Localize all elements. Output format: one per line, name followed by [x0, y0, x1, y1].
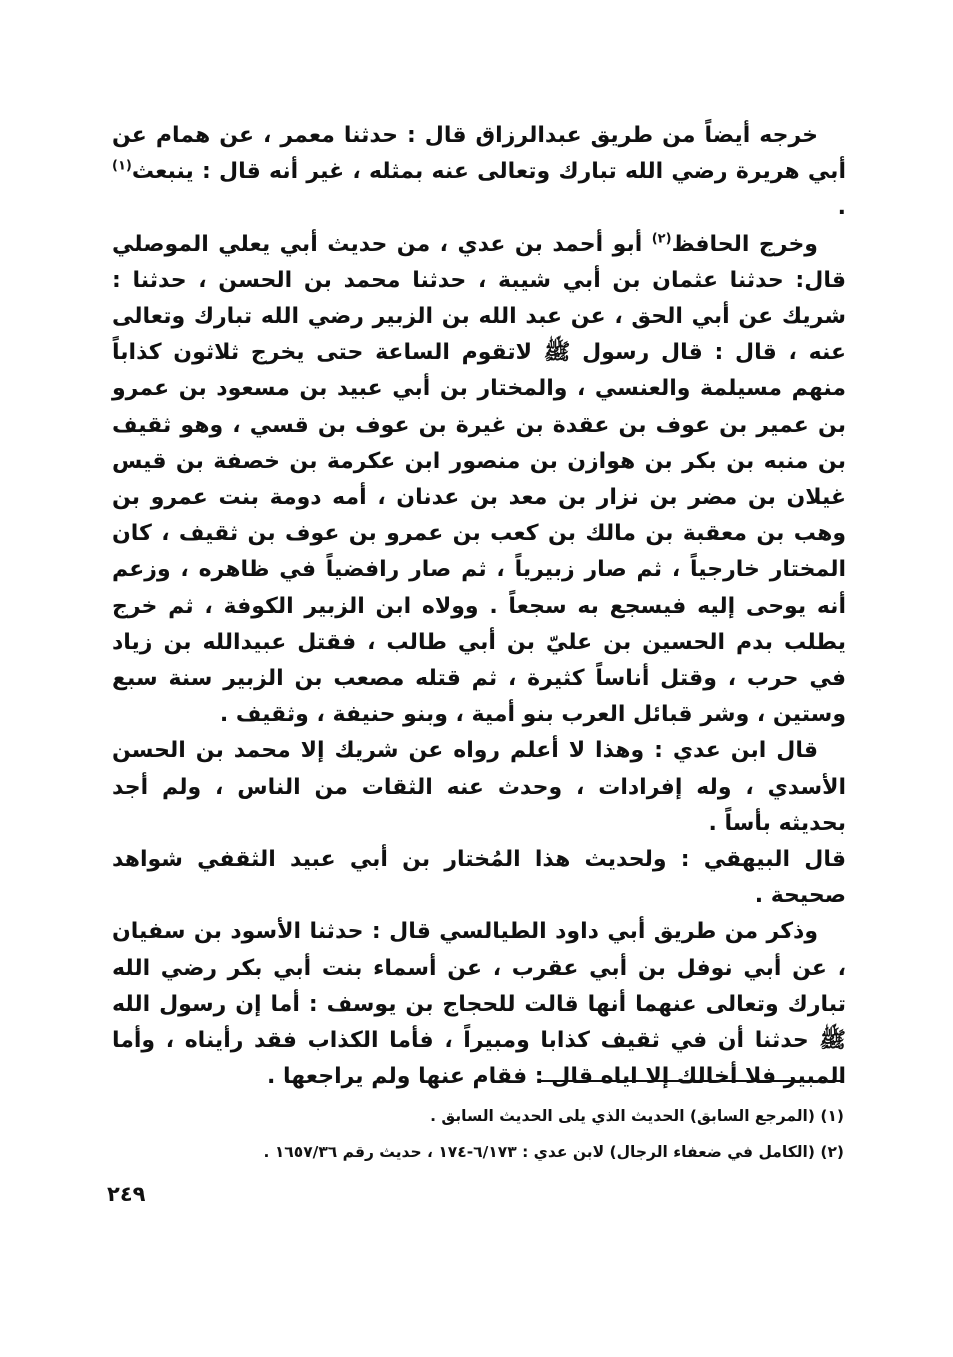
paragraph-2-tail: أبو أحمد بن عدي ، من حديث أبي يعلي الموصلي قال: حدثنا عثمان بن أبي شيبة ، حدثنا محمد بن الحسن ، حدثنا : شريك عن أبي الحق ، عن عبد الله بن الزبير رضي الله تبارك وتعالى عنه ، قال : قال رسول ﷺ لاتقوم الساعة حتى يخرج ثلاثون كذاباً منهم مسيلمة والعنسي ، والمختار بن أبي عبيد بن مسعود بن عمرو بن عمير بن عوف بن عقدة بن غيرة بن عوف بن قسي ، وهو ثقيف بن منبه بن بكر بن هوازن بن منصور ابن عكرمة بن خصفة بن قيس غيلان بن مضر بن نزار بن معد بن عدنان ، أمه دومة بنت عمرو بن وهب بن معقبة بن مالك بن كعب بن عمرو بن عوف بن ثقيف ، كان المختار خارجياً ، ثم صار زبيرياً ، ثم صار رافضياً في ظاهره ، وزعم أنه يوحى إليه فيسجع به سجعاً . وولاه ابن الزبير الكوفة ، ثم خرج يطلب بدم الحسين بن عليّ بن أبي طالب ، فقتل عبيدالله بن زياد في حرب ، وقتل أناساً كثيرة ، ثم قتله مصعب بن الزبير سنة سبع وستين ، وشر قبائل العرب بنو أمية ، وبنو حنيفة ، وثقيف . — [112, 231, 846, 728]
footnote-1: (١) (المرجع السابق) الحديث الذي يلى الحديث السابق . — [430, 1107, 844, 1125]
footnote-ref-2[interactable]: (٢) — [651, 231, 672, 247]
paragraph-2-text: وخرج الحافظ — [671, 231, 818, 257]
paragraph-5: وذكر من طريق أبي داود الطيالسي قال : حدثنا الأسود بن سفيان ، عن أبي نوفل بن أبي عقرب ، عن أسماء بنت أبي بكر رضي الله تبارك وتعالى عنهما أنها قالت للحجاج بن يوسف : أما إن رسول الله ﷺ حدثنا أن في ثقيف كذابا ومبيراً ، فأما الكذاب فقد رأيناه ، وأما المبير فلا أخالك إلا اياه قال : فقام عنها ولم يراجعها . — [112, 919, 846, 1090]
paragraph-1-tail: . — [837, 195, 846, 221]
footnote-ref-1[interactable]: (١) — [112, 158, 132, 174]
paragraph-2 — [112, 227, 846, 734]
paragraph-1-text: خرجه أيضاً من طريق عبدالرزاق قال : حدثنا معمر ، عن همام عن أبي هريرة رضي الله تبارك وتعالى عنه بمثله ، غير أنه قال : ينبعث — [112, 123, 846, 185]
paragraph-1 — [112, 118, 846, 227]
paragraph-4: قال البيهقي : ولحديث هذا المُختار بن أبي عبيد الثقفي شواهد صحيحة . — [112, 847, 846, 909]
paragraph-3: قال ابن عدي : وهذا لا أعلم رواه عن شريك إلا محمد بن الحسن الأسدي ، وله إفرادات ، وحدث عنه الثقات من الناس ، ولم أجد بحديثه بأساً . — [112, 738, 846, 836]
footnote-divider — [540, 1080, 842, 1082]
page-number: ٢٤٩ — [107, 1182, 146, 1206]
page-body — [112, 118, 846, 1095]
footnotes — [140, 1098, 844, 1170]
footnote-2: (٢) (الكامل في ضعفاء الرجال) لابن عدي : ٦/١٧٣-١٧٤ ، حديث رقم ١٦٥٧/٣٦ . — [263, 1143, 844, 1161]
